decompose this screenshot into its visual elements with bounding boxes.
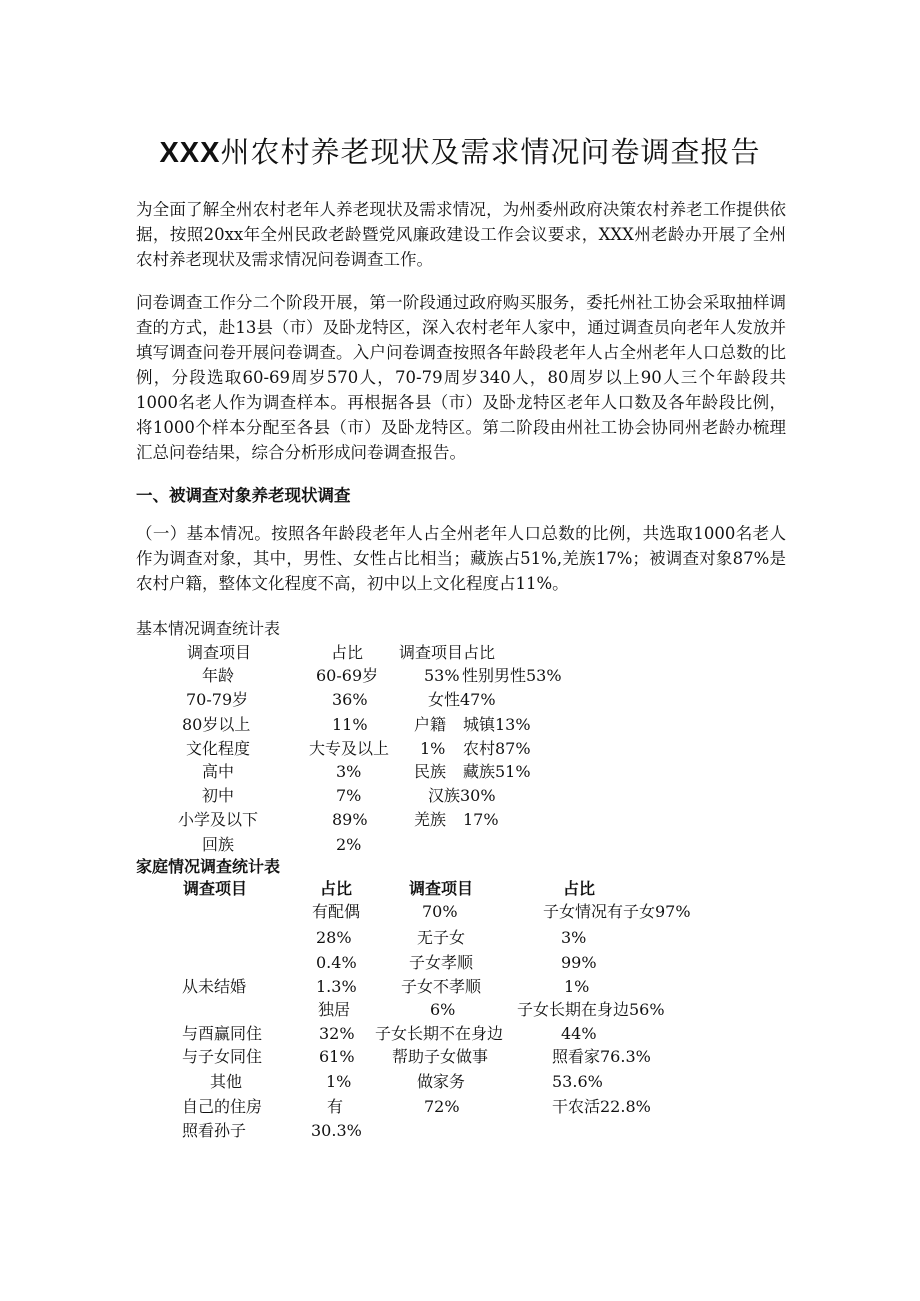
table-cell: 30.3% xyxy=(311,1121,362,1140)
table-cell: 28% xyxy=(316,928,352,947)
table-cell: 6% xyxy=(430,1000,456,1019)
table-cell: 民族 xyxy=(414,762,447,781)
table-cell: 70% xyxy=(422,902,458,921)
table-cell: 自己的住房 xyxy=(182,1097,263,1116)
table-cell: 1% xyxy=(420,739,446,758)
table-cell: 从未结婚 xyxy=(182,977,247,996)
table-cell: 3% xyxy=(336,762,362,781)
table-cell: 61% xyxy=(319,1047,355,1066)
table-cell: 藏族51% xyxy=(463,762,531,781)
table-cell: 大专及以上 xyxy=(309,739,390,758)
basic-info-paragraph: （一）基本情况。按照各年龄段老年人占全州老年人口总数的比例，共选取1000名老人作为调查对象，其中，男性、女性占比相当；藏族占51%,羌族17%；被调查对象87%是农村户籍，整体文化程度不高，初中以上文化程度占11%。 xyxy=(136,524,786,593)
table-cell: 7% xyxy=(336,786,362,805)
table-cell: 子女长期在身边56% xyxy=(517,1000,665,1019)
table-cell: 羌族 xyxy=(414,810,447,829)
table-cell: 17% xyxy=(463,810,499,829)
table-cell: 照看孙子 xyxy=(182,1121,247,1140)
table-cell: 女性47% xyxy=(428,690,496,709)
table-cell: 有配偶 xyxy=(312,902,361,921)
table-cell: 60-69岁 xyxy=(316,666,379,685)
table-cell: 干农活22.8% xyxy=(552,1097,651,1116)
table-cell: 1% xyxy=(564,977,590,996)
table-header: 调查项目 xyxy=(187,643,252,662)
table-cell: 44% xyxy=(561,1024,597,1043)
intro-paragraph: 为全面了解全州农村老年人养老现状及需求情况，为州委州政府决策农村养老工作提供依据，按照20xx年全州民政老龄暨党风廉政建设工作会议要求，XXX州老龄办开展了全州农村养老现状及需求情况问卷调查工作。 xyxy=(136,200,786,269)
table-header: 调查项目 xyxy=(183,879,248,898)
table-cell: 1.3% xyxy=(316,977,357,996)
table-cell: 子女情况有子女97% xyxy=(543,902,691,921)
table-cell: 其他 xyxy=(210,1072,243,1091)
table-header: 占比 xyxy=(320,879,353,898)
table-cell: 11% xyxy=(332,715,368,734)
table-cell: 3% xyxy=(561,928,587,947)
table-header: 调查项目占比 xyxy=(399,643,496,662)
table-cell: 子女长期不在身边 xyxy=(375,1024,504,1043)
table-cell: 子女不孝顺 xyxy=(401,977,482,996)
table-cell: 做家务 xyxy=(417,1072,466,1091)
table-cell: 2% xyxy=(336,835,362,854)
table-cell: 1% xyxy=(326,1072,352,1091)
table-cell: 有 xyxy=(327,1097,344,1116)
table-cell: 回族 xyxy=(202,835,235,854)
table-header: 占比 xyxy=(331,643,364,662)
table-caption: 家庭情况调查统计表 xyxy=(136,857,281,876)
table-cell: 户籍 xyxy=(414,715,447,734)
table-caption: 基本情况调查统计表 xyxy=(136,619,281,638)
table-cell: 72% xyxy=(424,1097,460,1116)
table-cell: 与子女同住 xyxy=(182,1047,263,1066)
table-cell: 53% xyxy=(424,666,460,685)
table-cell: 城镇13% xyxy=(463,715,531,734)
table-cell: 照看家76.3% xyxy=(552,1047,651,1066)
table-cell: 53.6% xyxy=(552,1072,603,1091)
section-heading: 一、被调查对象养老现状调查 xyxy=(136,486,351,505)
table-cell: 初中 xyxy=(202,786,235,805)
table-cell: 汉族30% xyxy=(428,786,496,805)
table-cell: 99% xyxy=(561,953,597,972)
method-paragraph: 问卷调查工作分二个阶段开展，第一阶段通过政府购买服务，委托州社工协会采取抽样调查的方式，赴13县（市）及卧龙特区，深入农村老年人家中，通过调查员向老年人发放并填写调查问卷开展问卷调查。入户问卷调查按照各年龄段老年人占全州老年人口总数的比例，分段选取60-69周岁570人，70-79周岁340人，80周岁以上90人三个年龄段共1000名老人作为调查样本。再根据各县（市）及卧龙特区老年人口数及各年龄段比例，将1000个样本分配至各县（市）及卧龙特区。第二阶段由州社工协会协同州老龄办梳理汇总问卷结果，综合分析形成问卷调查报告。 xyxy=(136,293,786,462)
table-cell: 与酉赢同住 xyxy=(182,1024,263,1043)
table-cell: 89% xyxy=(332,810,368,829)
table-header: 调查项目 xyxy=(409,879,474,898)
table-cell: 性别男性53% xyxy=(462,666,562,685)
table-cell: 无子女 xyxy=(417,928,466,947)
table-cell: 32% xyxy=(319,1024,355,1043)
table-cell: 80岁以上 xyxy=(182,715,251,734)
table-header: 占比 xyxy=(563,879,596,898)
page-title: XXX州农村养老现状及需求情况问卷调查报告 xyxy=(159,135,761,169)
table-cell: 文化程度 xyxy=(186,739,251,758)
table-cell: 农村87% xyxy=(463,739,531,758)
table-cell: 子女孝顺 xyxy=(409,953,474,972)
table-cell: 小学及以下 xyxy=(178,810,259,829)
table-cell: 年龄 xyxy=(202,666,235,685)
table-cell: 帮助子女做事 xyxy=(392,1047,489,1066)
table-cell: 独居 xyxy=(318,1000,351,1019)
table-cell: 36% xyxy=(332,690,368,709)
table-cell: 70-79岁 xyxy=(186,690,249,709)
table-cell: 0.4% xyxy=(316,953,357,972)
table-cell: 高中 xyxy=(202,762,235,781)
